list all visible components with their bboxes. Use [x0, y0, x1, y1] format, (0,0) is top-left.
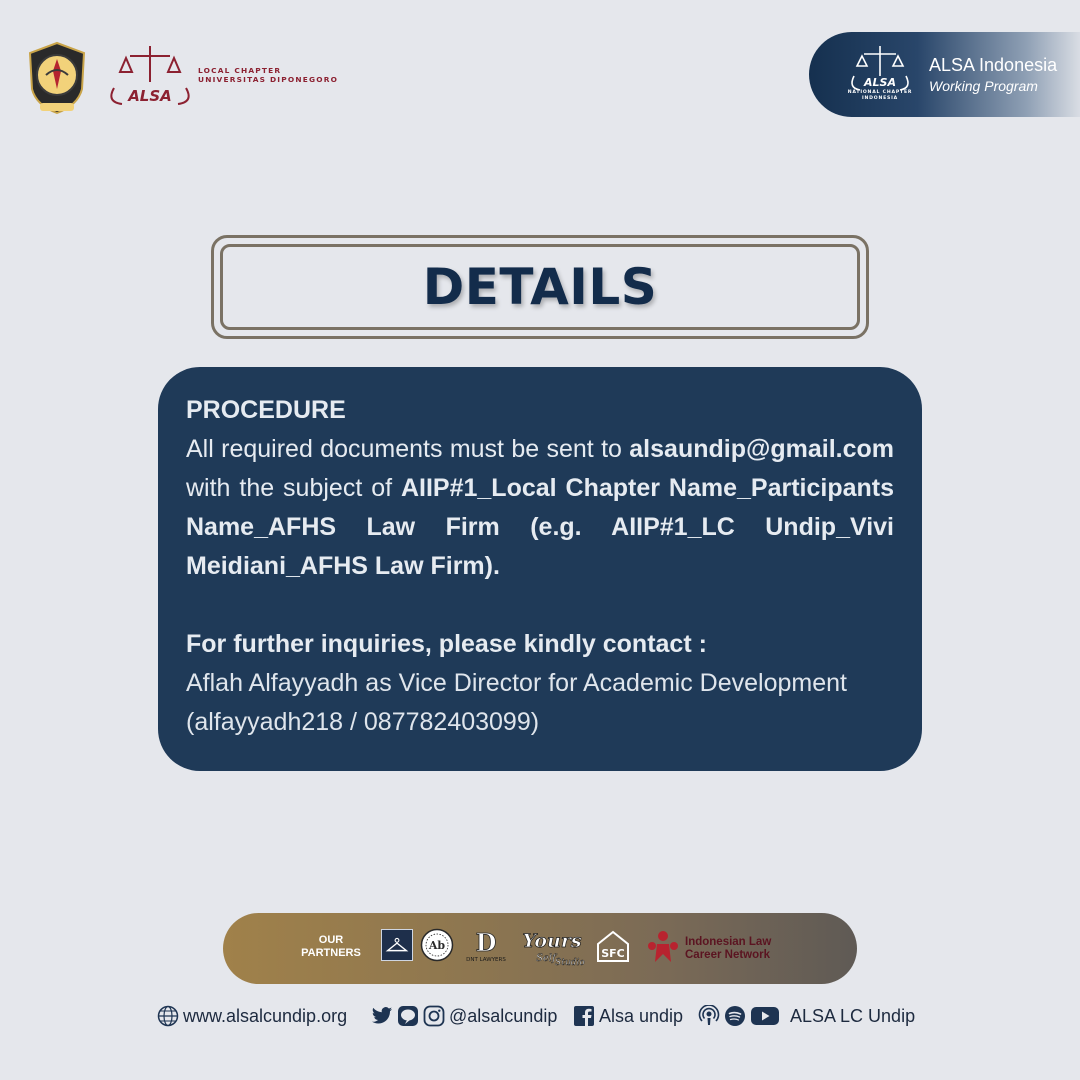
svg-text:Self: Self — [536, 953, 556, 964]
procedure-paragraph — [186, 430, 894, 586]
lc-line-2: UNIVERSITAS DIPONEGORO — [198, 75, 339, 84]
partner-logo-yours-self-studio — [516, 925, 588, 967]
contact-heading: For further inquiries, please kindly contact : — [186, 630, 707, 658]
svg-text:DNT LAWYERS: DNT LAWYERS — [466, 957, 506, 963]
partner-logo-hanger — [381, 929, 413, 961]
local-chapter-label — [198, 66, 338, 84]
national-chapter-label: NATIONAL CHAPTER INDONESIA — [847, 90, 913, 101]
facebook-icon — [573, 1005, 595, 1027]
social-handle-text: @alsalcundip — [449, 1005, 558, 1026]
subject-format: AIIP#1_Local Chapter Name_Participants Name_AFHS Law Firm (e.g. AIIP#1_LC Undip_Vivi Meidiani_AFHS Law Firm). — [186, 474, 894, 580]
spacer — [186, 586, 894, 625]
partner-logo-dnt-lawyers — [463, 929, 509, 963]
details-card-body — [186, 391, 894, 742]
channel-text: ALSA LC Undip — [790, 1005, 916, 1026]
partner-logo-sfc — [595, 928, 631, 964]
globe-icon — [157, 1005, 179, 1027]
iln-label: Indonesian Law Career Network — [685, 936, 772, 961]
partner-logo-iln — [645, 928, 681, 964]
alsa-wordmark: ALSA — [128, 87, 172, 105]
email-address[interactable]: alsaundip@gmail.com — [629, 435, 894, 463]
svg-text:Ab: Ab — [428, 939, 446, 952]
youtube-icon — [750, 1005, 780, 1027]
procedure-line: All required documents must be sent to — [186, 435, 622, 463]
pill-title: ALSA Indonesia — [929, 55, 1058, 75]
twitter-icon — [371, 1005, 393, 1027]
line-app-icon — [397, 1005, 419, 1027]
spotify-icon — [724, 1005, 746, 1027]
facebook-text: Alsa undip — [599, 1005, 684, 1026]
undip-seal-logo — [26, 41, 88, 115]
contact-details: (alfayyadh218 / 087782403099) — [186, 708, 540, 736]
website-text: www.alsalcundip.org — [183, 1005, 348, 1026]
instagram-icon — [423, 1005, 445, 1027]
page-title: DETAILS — [422, 258, 658, 316]
partners-label: OUR PARTNERS — [301, 934, 361, 959]
svg-text:D: D — [475, 929, 497, 957]
procedure-heading: PROCEDURE — [186, 396, 346, 424]
svg-text:Studio: Studio — [555, 958, 585, 967]
partner-logo-ab — [420, 928, 454, 962]
contact-person: Aflah Alfayyadh as Vice Director for Academic Development — [186, 669, 847, 697]
svg-text:ALSA: ALSA — [864, 76, 896, 89]
facebook-link[interactable] — [573, 1003, 683, 1029]
lc-line-1: LOCAL CHAPTER — [198, 66, 282, 75]
pill-subtitle: Working Program — [929, 78, 1038, 94]
svg-text:Yours: Yours — [522, 930, 582, 952]
social-handle-link[interactable] — [371, 1003, 557, 1029]
podcast-icon — [698, 1005, 720, 1027]
alsa-lc-emblem — [100, 42, 200, 108]
subject-intro: with the subject of — [186, 474, 401, 502]
media-channels-link[interactable] — [698, 1003, 915, 1029]
website-link[interactable] — [157, 1003, 347, 1029]
svg-text:SFC: SFC — [601, 947, 625, 960]
